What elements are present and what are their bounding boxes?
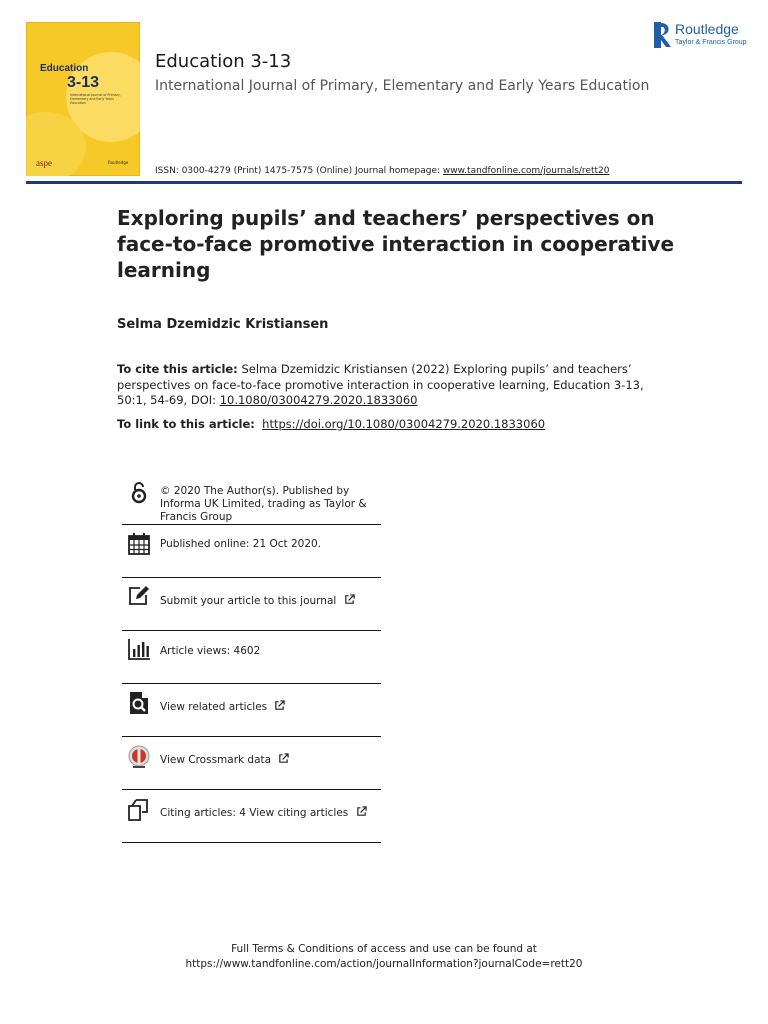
external-link-icon [356,806,367,817]
issn-line [155,166,609,176]
terms-url[interactable]: https://www.tandfonline.com/action/journalInformation?journalCode=rett20 [185,958,583,970]
routledge-logo-text: Routledge [675,21,739,37]
cite-doi-link[interactable]: 10.1080/03004279.2020.1833060 [219,393,418,407]
edit-icon [127,584,151,608]
journal-cover-image [26,22,140,176]
related-articles-label: View related articles [160,701,268,713]
external-link-icon [274,700,285,711]
cover-subtitle: International Journal of Primary, Elementary and Early Years Education [70,93,121,105]
published-date: Published online: 21 Oct 2020. [160,538,322,550]
submit-article-label: Submit your article to this journal [160,595,337,607]
header-divider [26,181,742,184]
citing-articles-label: Citing articles: 4 View citing articles [160,807,349,819]
cover-title-line2: 3-13 [67,74,100,91]
list-item-related[interactable] [122,684,381,737]
search-document-icon [127,691,151,715]
external-link-icon [344,594,355,605]
list-item-crossmark[interactable] [122,737,381,790]
cite-text: Selma Dzemidzic Kristiansen (2022) Exploring pupils’ and teachers’ perspectives on face-to-face promotive interaction in cooperative learning, Education 3-13, 50:1, 54-69, DOI: [117,362,644,407]
journal-homepage-link[interactable]: www.tandfonline.com/journals/rett20 [442,166,610,176]
article-title: Exploring pupils’ and teachers’ perspectives on face-to-face promotive interaction in cooperative learning [117,206,675,282]
list-item-citing[interactable] [122,790,381,843]
crossmark-icon [127,745,151,769]
crossmark-label: View Crossmark data [160,754,272,766]
terms-text: Full Terms & Conditions of access and use can be found at [231,943,537,955]
citation-block [117,362,657,409]
calendar-icon [127,532,151,556]
cover-publisher: Routledge [108,160,129,165]
article-doi-link[interactable]: https://doi.org/10.1080/03004279.2020.1833060 [262,417,546,431]
article-link-line [117,417,677,431]
citing-articles-link[interactable] [160,806,382,820]
cover-society-logo: aspe [36,158,52,168]
license-text: © 2020 The Author(s). Published by Informa UK Limited, trading as Taylor & Francis Group [160,485,367,523]
external-link-icon [278,753,289,764]
journal-title: Education 3-13 [155,51,292,72]
journal-subtitle: International Journal of Primary, Elementary and Early Years Education [155,78,650,94]
article-metadata-list [122,478,381,843]
cite-label: To cite this article: [117,362,238,376]
list-item-published [122,525,381,578]
terms-footer [0,942,768,972]
related-articles-link[interactable] [160,700,382,714]
routledge-logo-icon [654,22,672,48]
list-item-license [122,478,381,525]
list-item-views [122,631,381,684]
routledge-logo-subtext: Taylor & Francis Group [675,39,747,46]
bar-chart-icon [127,637,151,661]
submit-article-link[interactable] [160,594,382,608]
issn-text: ISSN: 0300-4279 (Print) 1475-7575 (Online) Journal homepage: [155,166,443,176]
article-views: Article views: 4602 [160,645,261,657]
open-access-icon [127,481,151,505]
list-item-submit[interactable] [122,578,381,631]
link-label: To link to this article: [117,417,255,431]
article-author: Selma Dzemidzic Kristiansen [117,317,329,332]
crossmark-link[interactable] [160,753,382,767]
cover-title-line1: Education [40,63,89,74]
citing-articles-icon [127,798,151,822]
